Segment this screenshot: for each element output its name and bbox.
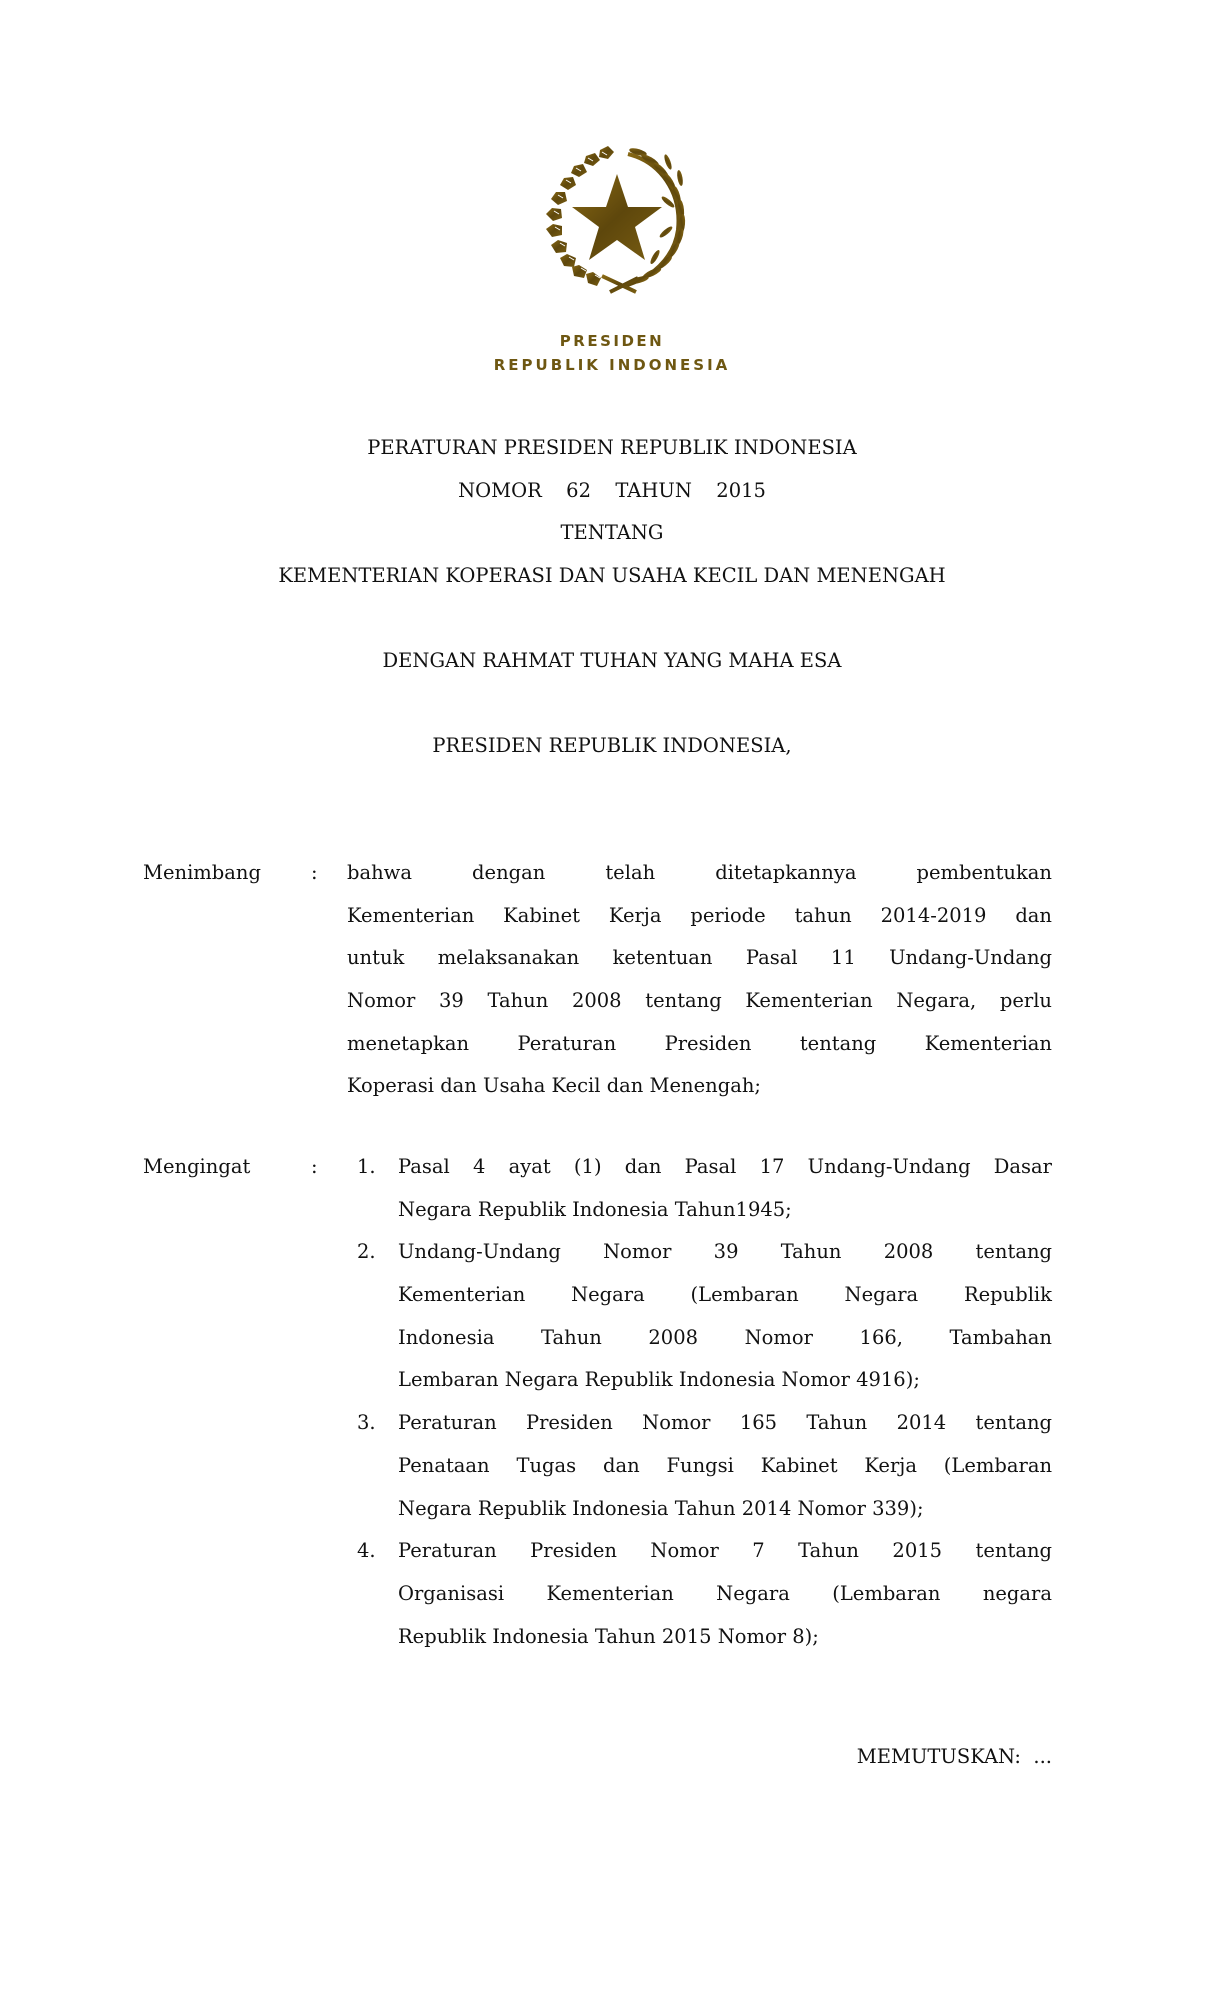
- continuation-marker: MEMUTUSKAN: ...: [856, 1745, 1052, 1768]
- item-line: Negara Republik Indonesia Tahun 2014 Nomor 339);: [398, 1496, 924, 1520]
- title-number: NOMOR 62 TAHUN 2015: [458, 479, 766, 502]
- list-item: [347, 1402, 1052, 1530]
- presidential-seal-icon: [540, 142, 696, 294]
- list-item: [347, 1530, 1052, 1658]
- item-line: Negara Republik Indonesia Tahun1945;: [398, 1197, 792, 1221]
- item-line: Republik Indonesia Tahun 2015 Nomor 8);: [398, 1624, 819, 1648]
- item-line: Undang-Undang Nomor 39 Tahun 2008 tentang: [398, 1240, 1052, 1264]
- menimbang-line: bahwa dengan telah ditetapkannya pembentukan: [347, 861, 1052, 884]
- issuer: PRESIDEN REPUBLIK INDONESIA,: [432, 734, 792, 757]
- menimbang-label: Menimbang: [143, 861, 261, 884]
- menimbang-line: untuk melaksanakan ketentuan Pasal 11 Undang-Undang: [347, 946, 1052, 970]
- title-subject: KEMENTERIAN KOPERASI DAN USAHA KECIL DAN MENENGAH: [278, 564, 946, 587]
- item-line: Pasal 4 ayat (1) dan Pasal 17 Undang-Undang Dasar: [398, 1155, 1052, 1178]
- invocation: DENGAN RAHMAT TUHAN YANG MAHA ESA: [382, 649, 842, 672]
- item-number: 2.: [357, 1240, 376, 1264]
- menimbang-paragraph: [347, 852, 1052, 1108]
- item-number: 4.: [357, 1539, 376, 1563]
- menimbang-line: menetapkan Peraturan Presiden tentang Kementerian: [347, 1031, 1052, 1055]
- mengingat-colon: :: [311, 1155, 318, 1178]
- menimbang-colon: :: [311, 861, 318, 884]
- item-number: 1.: [357, 1155, 376, 1178]
- list-item: [347, 1231, 1052, 1402]
- item-line: Indonesia Tahun 2008 Nomor 166, Tambahan: [398, 1325, 1052, 1349]
- item-line: Peraturan Presiden Nomor 165 Tahun 2014 tentang: [398, 1411, 1052, 1435]
- item-line: Penataan Tugas dan Fungsi Kabinet Kerja (Lembaran: [398, 1453, 1052, 1477]
- mengingat-label: Mengingat: [143, 1155, 251, 1178]
- letterhead-line-2: REPUBLIK INDONESIA: [493, 356, 731, 374]
- item-line: Lembaran Negara Republik Indonesia Nomor 4916);: [398, 1368, 920, 1392]
- title-tentang: TENTANG: [560, 521, 664, 544]
- item-line: Organisasi Kementerian Negara (Lembaran negara: [398, 1581, 1052, 1605]
- mengingat-list: [347, 1146, 1052, 1658]
- item-line: Peraturan Presiden Nomor 7 Tahun 2015 tentang: [398, 1539, 1052, 1563]
- item-number: 3.: [357, 1411, 376, 1435]
- item-line: Kementerian Negara (Lembaran Negara Republik: [398, 1283, 1052, 1307]
- menimbang-line: Nomor 39 Tahun 2008 tentang Kementerian Negara, perlu: [347, 989, 1052, 1013]
- letterhead-line-1: PRESIDEN: [559, 332, 665, 350]
- menimbang-line: Kementerian Kabinet Kerja periode tahun 2014-2019 dan: [347, 903, 1052, 927]
- list-item: [347, 1146, 1052, 1231]
- title-line-1: PERATURAN PRESIDEN REPUBLIK INDONESIA: [367, 436, 857, 459]
- menimbang-line: Koperasi dan Usaha Kecil dan Menengah;: [347, 1074, 761, 1098]
